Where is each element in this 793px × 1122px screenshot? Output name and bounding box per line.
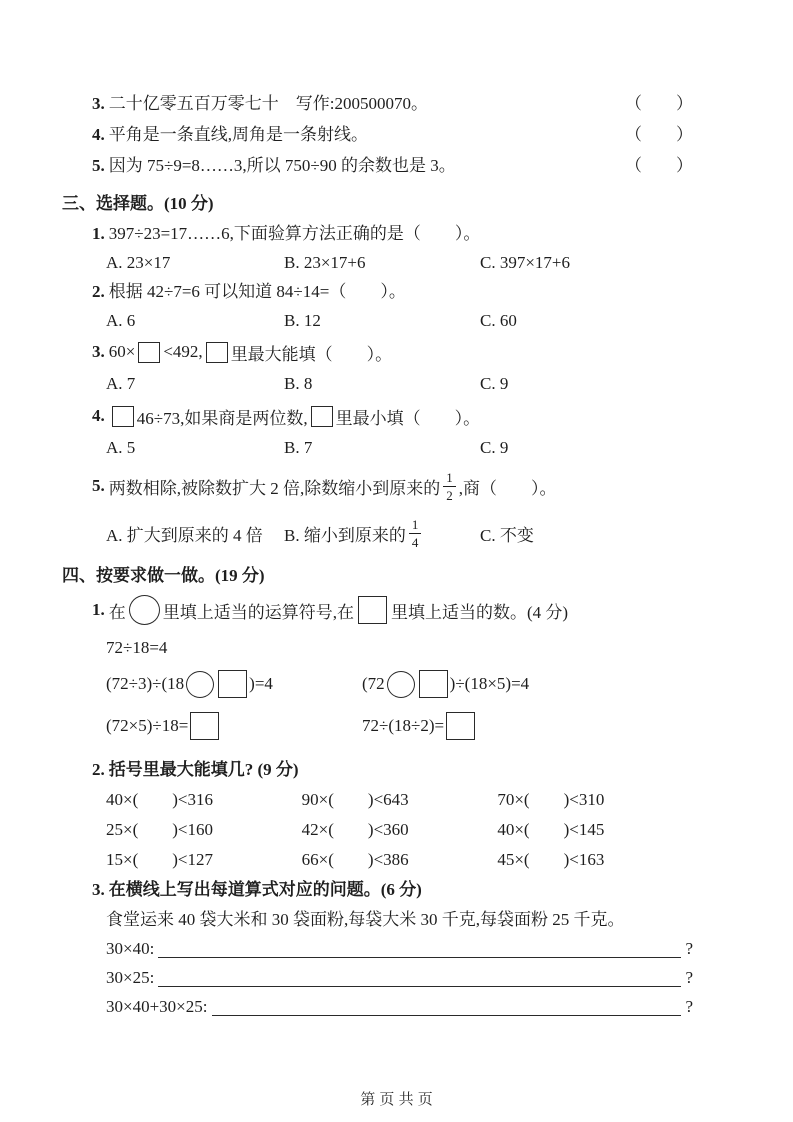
answer-blank-line [158,956,681,958]
judgement-item-5-stem [92,150,456,181]
fill-max-expression: 25×( )<160 [106,820,213,839]
equation-4: 72÷(18÷2)= [362,712,477,740]
item-text: 里最小填（ ）。 [335,408,481,428]
fraction-one-half: $\frac{1}{2}$ [443,471,456,502]
s4-q3 [62,875,693,905]
item-text: ,商（ ）。 [458,478,557,498]
item-text: 平角是一条直线,周角是一条射线。 [108,125,368,144]
item-number: 3. [92,342,105,361]
fill-max-expression: 90×( )<643 [301,790,409,809]
item-text: 里填上适当的运算符号,在 [162,602,354,622]
item-number: 4. [92,125,105,144]
item-text: 根据 42÷7=6 可以知道 84÷14=（ ）。 [108,282,406,301]
s4-q3-answer-line-3 [62,992,693,1021]
page-footer: 第 页 共 页 [360,1091,433,1108]
option-c: C. 9 [480,374,509,393]
fraction-one-quarter: $\frac{1}{4}$ [409,518,422,549]
option-a: A. 5 [106,438,136,457]
judgement-item-4 [62,119,693,150]
operator-circle [129,595,160,625]
item-number: 1. [92,600,105,619]
item-title: 括号里最大能填几? (9 分) [108,760,299,779]
item-text: 在 [108,602,126,622]
fill-max-expression: 40×( )<316 [106,790,213,809]
s4-q3-answer-line-1 [62,934,693,963]
item-number: 5. [92,476,105,495]
option-a: A. 6 [106,311,136,330]
fill-max-expression: 45×( )<163 [497,850,605,869]
item-text: 46÷73,如果商是两位数, [136,408,308,428]
question-mark: ? [685,968,693,987]
s4-q2-row-1 [62,785,693,815]
s3-q2 [62,277,693,306]
fill-max-expression: 66×( )<386 [301,850,409,869]
item-number: 3. [92,94,105,113]
item-text: 因为 75÷9=8……3,所以 750÷90 的余数也是 3。 [108,156,456,175]
option-b: B. 23×17+6 [284,253,366,272]
question-mark: ? [685,939,693,958]
question-mark: ? [685,997,693,1016]
item-text: 二十亿零五百万零七十 写作:200500070。 [108,94,428,113]
expression-label: 30×25: [106,968,155,987]
option-a: A. 23×17 [106,253,171,272]
section4-title: 四、按要求做一做。(19 分) [62,566,265,585]
item-text: 397÷23=17……6,下面验算方法正确的是（ ）。 [108,224,481,243]
s4-q1-equation-row-2 [62,705,693,747]
judgement-item-3 [62,88,693,119]
s3-q1-options [62,248,693,277]
answer-blank-line [212,1014,682,1016]
judgement-item-5 [62,150,693,181]
item-number: 2. [92,760,105,779]
s4-q1-equation-row-1 [62,663,693,705]
s4-q3-answer-line-2 [62,963,693,992]
s3-q1 [62,219,693,248]
item-text: 里最大能填（ ）。 [230,344,393,364]
judgement-item-3-stem [92,88,428,119]
s3-q5-options [62,509,693,557]
judgement-item-4-stem [92,119,368,150]
s3-q4 [62,399,693,433]
exam-content [62,88,693,1021]
s3-q5 [62,463,693,509]
item-number: 4. [92,406,105,425]
answer-box [138,342,160,363]
option-c: C. 9 [480,438,509,457]
item-number: 3. [92,880,105,899]
answer-bracket: （ ） [625,125,693,144]
answer-box [218,670,247,698]
s4-q1-given: 72÷18=4 [106,638,168,657]
option-c: C. 397×17+6 [480,253,571,272]
item-number: 2. [92,282,105,301]
answer-box [206,342,228,363]
s3-q3 [62,335,693,369]
answer-box [358,596,387,624]
option-a: A. 扩大到原来的 4 倍 [106,525,263,545]
s4-q2-row-3 [62,845,693,875]
option-b: B. 8 [284,374,313,393]
equation-1: (72÷3)÷(18 )=4 [106,670,362,698]
item-title: 在横线上写出每道算式对应的问题。(6 分) [108,880,422,899]
equation-3: (72×5)÷18= [106,712,362,740]
answer-box [419,670,448,698]
s3-q4-options [62,433,693,463]
item-text: 60× [108,342,136,361]
answer-bracket: （ ） [625,156,693,175]
fill-max-expression: 40×( )<145 [497,820,605,839]
expression-label: 30×40: [106,939,155,958]
option-b: B. 缩小到原来的 $\frac{1}{4}$ [284,518,480,549]
fill-max-expression: 70×( )<310 [497,790,605,809]
answer-box [112,406,134,427]
s3-q3-options [62,369,693,399]
answer-box [446,712,475,740]
option-b: B. 7 [284,438,313,457]
equation-2: (72 )÷(18×5)=4 [362,670,529,698]
operator-circle [387,671,415,698]
answer-blank-line [158,985,681,987]
item-text: <492, [163,342,203,361]
operator-circle [186,671,214,698]
answer-box [190,712,219,740]
option-a: A. 7 [106,374,136,393]
s4-q3-context: 食堂运来 40 袋大米和 30 袋面粉,每袋大米 30 千克,每袋面粉 25 千克。 [106,910,625,929]
s3-q2-options [62,306,693,335]
s4-q2 [62,755,693,785]
item-number: 1. [92,224,105,243]
expression-label: 30×40+30×25: [106,997,208,1016]
option-c: C. 60 [480,311,517,330]
fill-max-expression: 15×( )<127 [106,850,213,869]
item-number: 5. [92,156,105,175]
answer-box [311,406,333,427]
fill-max-expression: 42×( )<360 [301,820,409,839]
item-text: 里填上适当的数。(4 分) [391,602,569,622]
item-text: 两数相除,被除数扩大 2 倍,除数缩小到原来的 [108,478,441,498]
s4-q2-row-2 [62,815,693,845]
option-b: B. 12 [284,311,321,330]
section3-title: 三、选择题。(10 分) [62,194,214,213]
option-c: C. 不变 [480,525,534,545]
s4-q1 [62,591,693,629]
answer-bracket: （ ） [625,94,693,113]
